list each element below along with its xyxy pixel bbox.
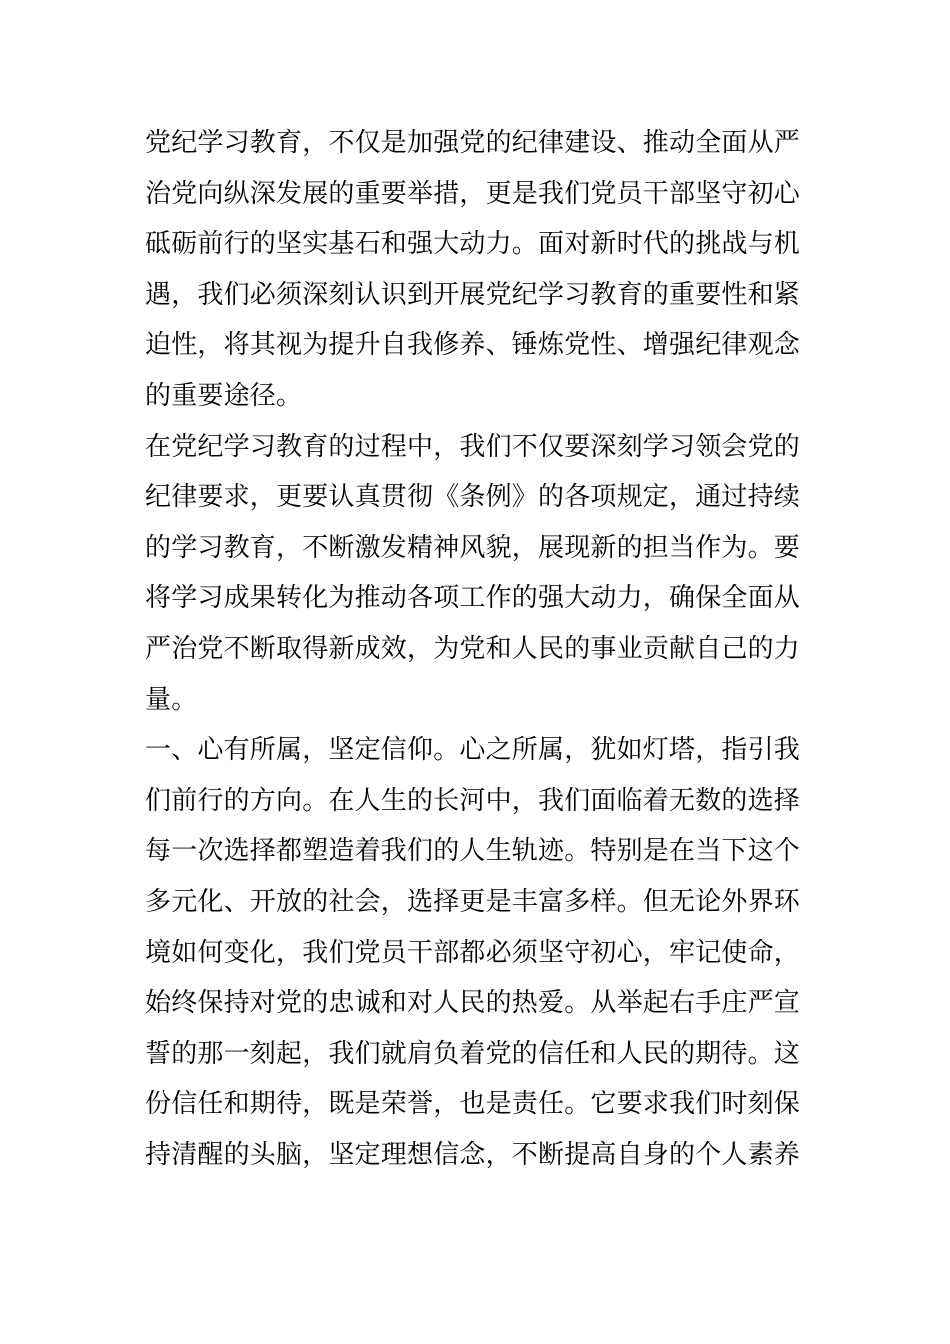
text-line: 誓的那一刻起，我们就肩负着党的信任和人民的期待。这	[145, 1038, 801, 1069]
text-line: 在党纪学习教育的过程中，我们不仅要深刻学习领会党的	[145, 431, 801, 462]
text-line: 迫性，将其视为提升自我修养、锤炼党性、增强纪律观念	[145, 330, 801, 361]
document-body	[145, 118, 810, 1180]
text-line: 一、心有所属，坚定信仰。心之所属，犹如灯塔，指引我	[145, 735, 801, 766]
text-line: 砥砺前行的坚实基石和强大动力。面对新时代的挑战与机	[145, 229, 801, 260]
paragraph-3	[145, 725, 810, 1180]
text-line: 多元化、开放的社会，选择更是丰富多样。但无论外界环	[145, 886, 801, 917]
text-line: 将学习成果转化为推动各项工作的强大动力，确保全面从	[145, 583, 801, 614]
text-line: 的学习教育，不断激发精神风貌，展现新的担当作为。要	[145, 532, 801, 563]
paragraph-1	[145, 118, 810, 422]
text-line: 们前行的方向。在人生的长河中，我们面临着无数的选择	[145, 785, 801, 816]
text-line: 持清醒的头脑，坚定理想信念，不断提高自身的个人素养	[145, 1139, 801, 1170]
text-line: 每一次选择都塑造着我们的人生轨迹。特别是在当下这个	[145, 836, 801, 867]
paragraph-2	[145, 422, 810, 726]
text-line: 严治党不断取得新成效，为党和人民的事业贡献自己的力	[145, 633, 801, 664]
text-line: 量。	[145, 684, 198, 715]
text-line: 治党向纵深发展的重要举措，更是我们党员干部坚守初心	[145, 178, 801, 209]
text-line: 遇，我们必须深刻认识到开展党纪学习教育的重要性和紧	[145, 279, 801, 310]
text-line: 的重要途径。	[145, 380, 303, 411]
text-line: 境如何变化，我们党员干部都必须坚守初心，牢记使命，	[145, 937, 801, 968]
text-line: 始终保持对党的忠诚和对人民的热爱。从举起右手庄严宣	[145, 988, 801, 1019]
text-line: 党纪学习教育，不仅是加强党的纪律建设、推动全面从严	[145, 128, 801, 158]
text-line: 纪律要求，更要认真贯彻《条例》的各项规定，通过持续	[145, 482, 801, 513]
text-line: 份信任和期待，既是荣誉，也是责任。它要求我们时刻保	[145, 1089, 801, 1120]
